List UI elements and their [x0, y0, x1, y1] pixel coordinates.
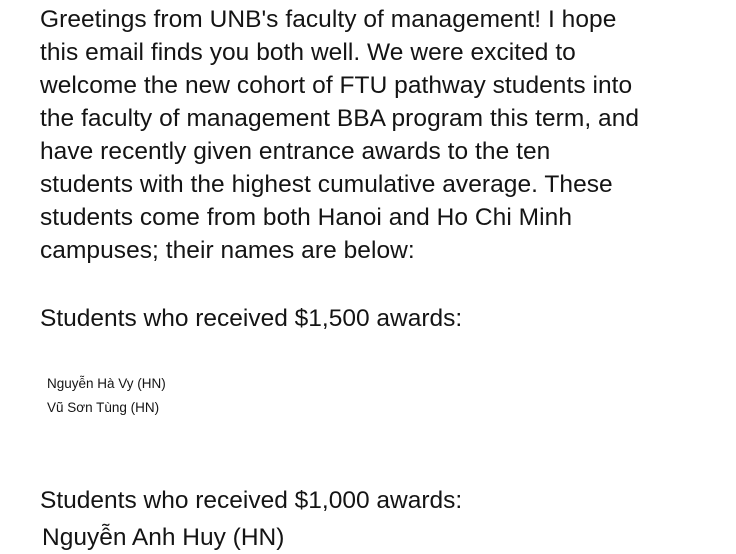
- student-name: Vũ Sơn Tùng (HN): [47, 400, 160, 415]
- intro-line: Greetings from UNB's faculty of management! I hope: [40, 6, 617, 33]
- intro-line: students come from both Hanoi and Ho Chi Minh: [40, 204, 572, 231]
- email-body: [40, 0, 720, 267]
- award-1500-student-list: [47, 372, 166, 420]
- award-1000-heading: Students who received $1,000 awards:: [40, 487, 463, 514]
- student-name: Nguyễn Hà Vy (HN): [47, 376, 166, 391]
- intro-line: welcome the new cohort of FTU pathway students into: [40, 72, 633, 99]
- intro-line: the faculty of management BBA program this term, and: [40, 105, 640, 132]
- intro-line: students with the highest cumulative average. These: [40, 171, 613, 198]
- intro-line: have recently given entrance awards to the ten: [40, 138, 551, 165]
- intro-line: campuses; their names are below:: [40, 237, 415, 264]
- student-name: Nguyễn Anh Huy (HN): [42, 524, 285, 551]
- award-1500-heading: Students who received $1,500 awards:: [40, 305, 463, 332]
- intro-paragraph: [40, 3, 720, 267]
- intro-line: this email finds you both well. We were excited to: [40, 39, 576, 66]
- award-1000-student-list: [42, 521, 284, 554]
